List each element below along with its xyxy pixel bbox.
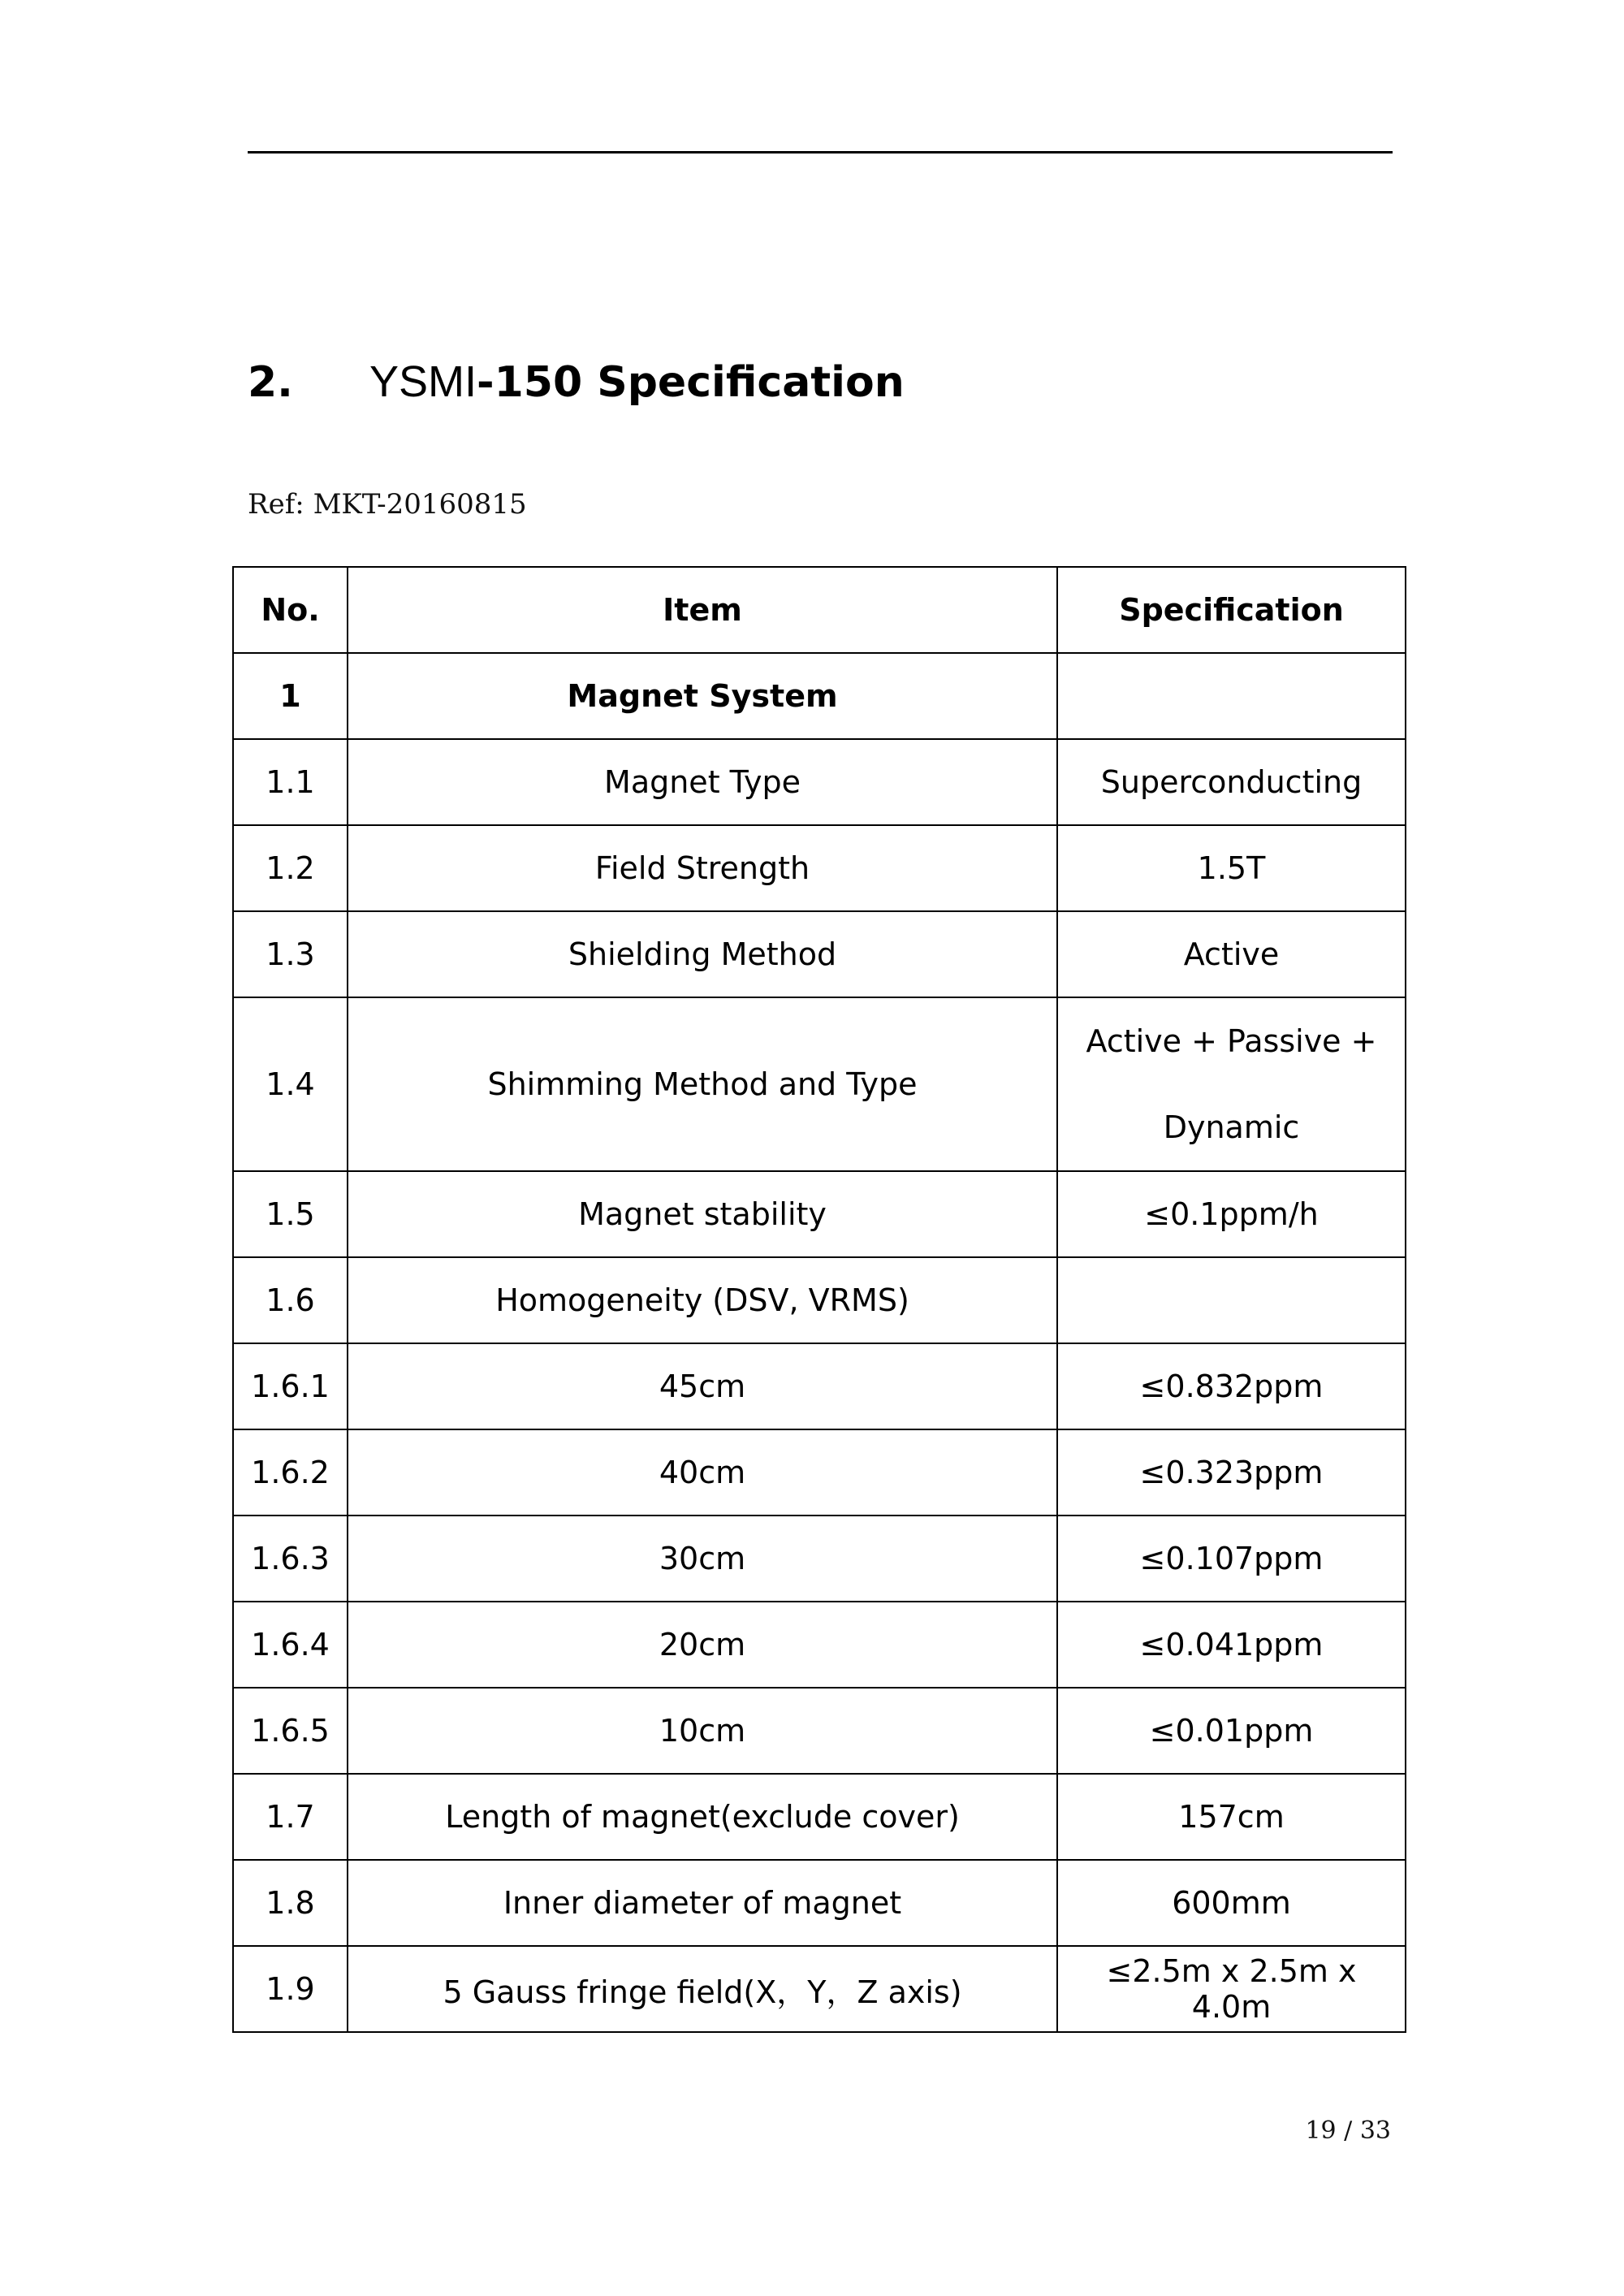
cell-spec-line: Active + Passive + [1086,1023,1377,1059]
cell-item: 5 Gauss fringe field(X，Y，Z axis) [348,1946,1057,2032]
table-row [233,739,1406,825]
cell-spec: 1.5T [1057,825,1406,911]
table-row [233,1688,1406,1774]
header-specification: Specification [1057,567,1406,653]
cell-item: 45cm [348,1343,1057,1429]
cell-spec: ≤0.107ppm [1057,1516,1406,1602]
cell-spec: ≤0.832ppm [1057,1343,1406,1429]
cell-no: 1.3 [233,911,348,997]
table-row [233,1257,1406,1343]
table-row [233,825,1406,911]
cell-no: 1.9 [233,1946,348,2032]
table-row [233,1602,1406,1688]
cell-no: 1.6 [233,1257,348,1343]
cell-spec: ≤0.1ppm/h [1057,1171,1406,1257]
cell-item: Shimming Method and Type [348,997,1057,1171]
section-number: 2. [248,358,293,407]
cell-no: 1.1 [233,739,348,825]
header-item: Item [348,567,1057,653]
cell-spec [1057,653,1406,739]
table-row [233,1171,1406,1257]
cell-spec: ≤0.01ppm [1057,1688,1406,1774]
header-no: No. [233,567,348,653]
cell-item: Magnet System [348,653,1057,739]
section-title: -150 Specification [477,358,905,407]
cell-no: 1 [233,653,348,739]
cell-item: 40cm [348,1429,1057,1516]
cell-no: 1.6.2 [233,1429,348,1516]
cell-item: Length of magnet(exclude cover) [348,1774,1057,1860]
cell-spec: ≤2.5m x 2.5m x 4.0m [1057,1946,1406,2032]
table-row [233,997,1406,1171]
cell-spec: ≤0.041ppm [1057,1602,1406,1688]
table-row [233,911,1406,997]
section-heading [248,349,905,414]
table-header-row [233,567,1406,653]
cell-no: 1.6.1 [233,1343,348,1429]
page-number: 19 / 33 [1305,2117,1391,2145]
table-row [233,1343,1406,1429]
cell-item: 30cm [348,1516,1057,1602]
table-row [233,1774,1406,1860]
table-row [233,1946,1406,2032]
cell-no: 1.7 [233,1774,348,1860]
reference-code: Ref: MKT-20160815 [248,488,527,521]
cell-no: 1.8 [233,1860,348,1946]
table-row [233,653,1406,739]
cell-item: 20cm [348,1602,1057,1688]
cell-item: Inner diameter of magnet [348,1860,1057,1946]
cell-item: Shielding Method [348,911,1057,997]
cell-no: 1.4 [233,997,348,1171]
cell-no: 1.5 [233,1171,348,1257]
cell-item: Magnet Type [348,739,1057,825]
table-row [233,1429,1406,1516]
cell-item: Field Strength [348,825,1057,911]
header-rule [248,151,1393,153]
cell-item: Homogeneity (DSV, VRMS) [348,1257,1057,1343]
cell-spec: Superconducting [1057,739,1406,825]
cell-spec-line: Dynamic [1163,1109,1300,1145]
section-title-prefix: YSMI [369,357,477,406]
cell-no: 1.6.4 [233,1602,348,1688]
specification-table [232,566,1406,2033]
cell-spec: 600mm [1057,1860,1406,1946]
table-row [233,1516,1406,1602]
cell-spec [1057,997,1406,1171]
cell-no: 1.6.3 [233,1516,348,1602]
cell-spec [1057,1257,1406,1343]
cell-spec: 157cm [1057,1774,1406,1860]
cell-spec: Active [1057,911,1406,997]
cell-item: Magnet stability [348,1171,1057,1257]
table-row [233,1860,1406,1946]
cell-item: 10cm [348,1688,1057,1774]
cell-spec: ≤0.323ppm [1057,1429,1406,1516]
cell-no: 1.6.5 [233,1688,348,1774]
cell-no: 1.2 [233,825,348,911]
